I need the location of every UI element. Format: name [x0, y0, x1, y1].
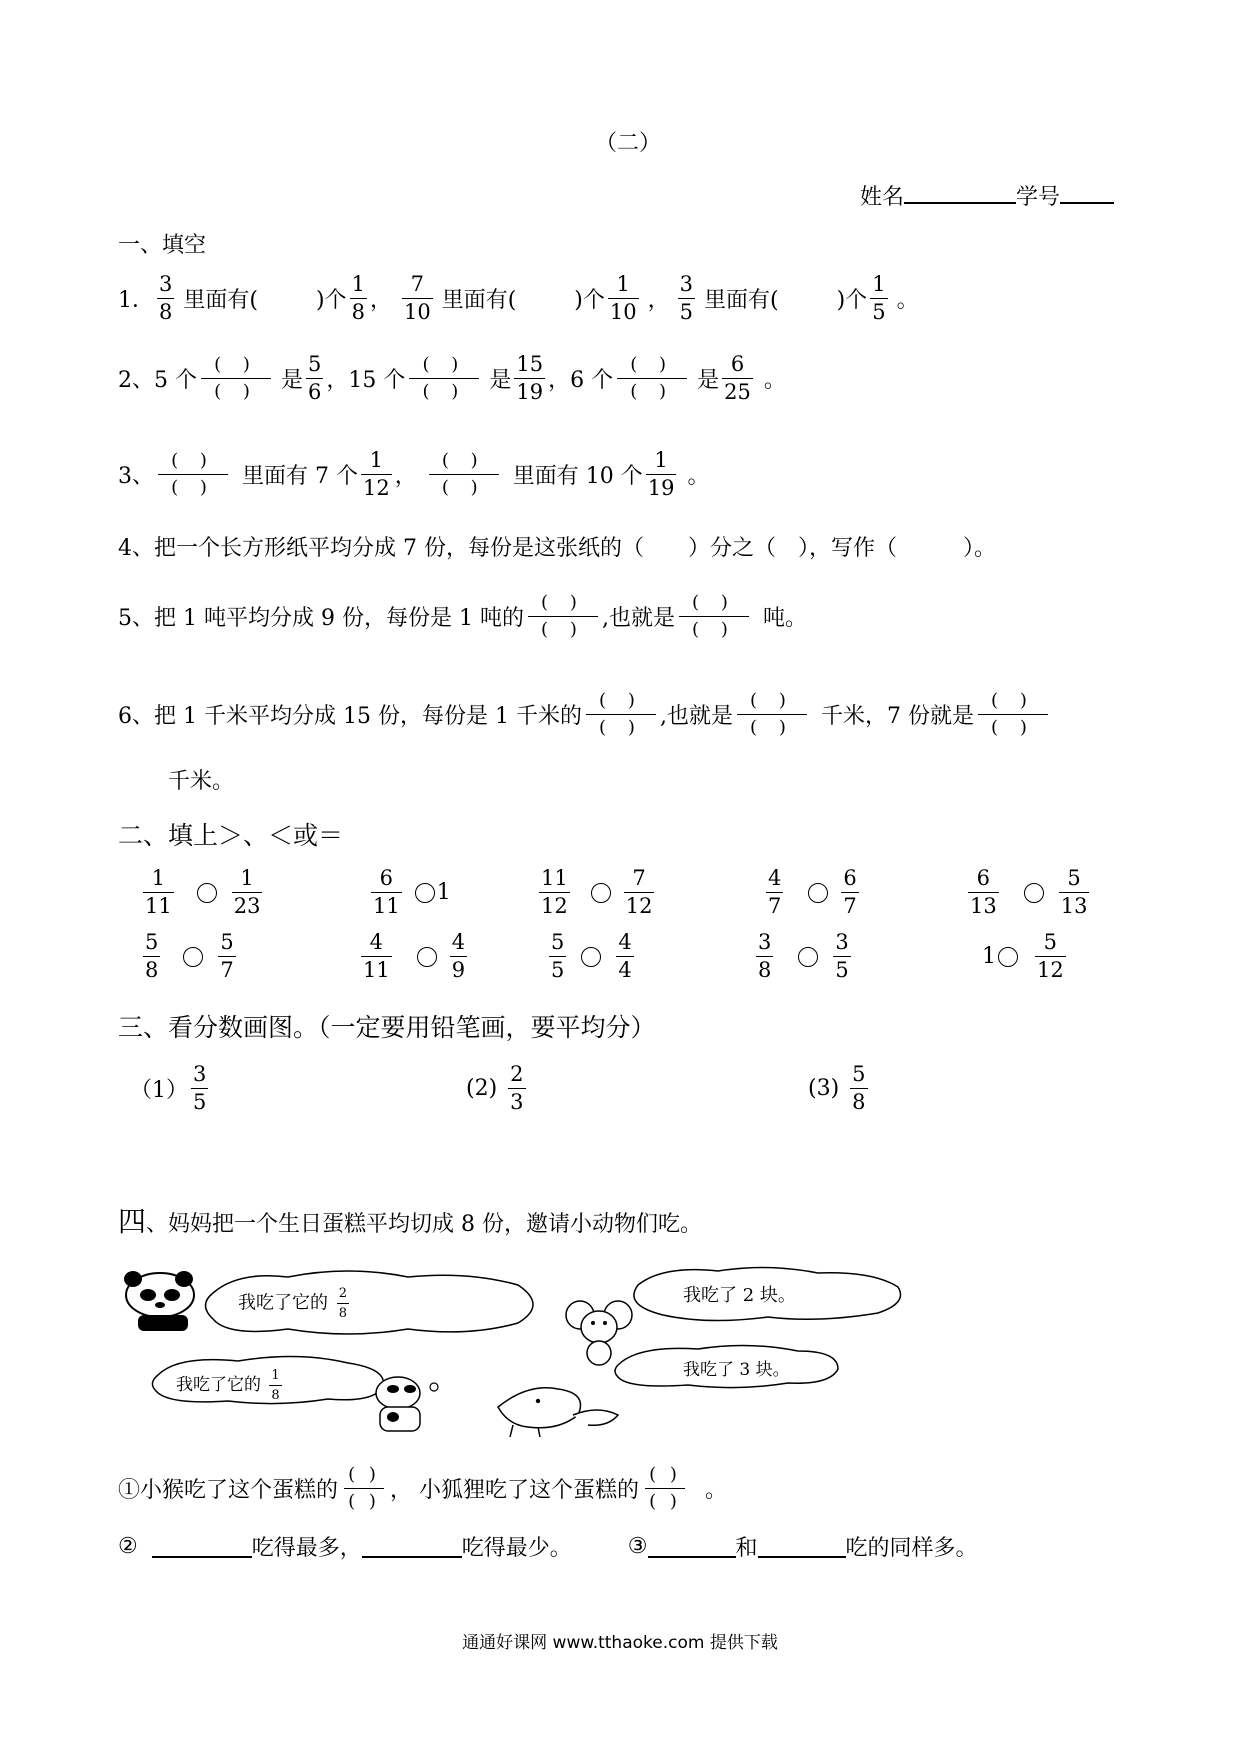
- fraction: $\frac{15}{19}$: [516, 351, 544, 404]
- compare-circle[interactable]: [417, 947, 437, 967]
- id-blank[interactable]: [1060, 180, 1114, 204]
- blank-fraction[interactable]: ( ) ( ): [158, 452, 228, 497]
- question-6: 6、把 1 千米平均分成 15 份，每份是 1 千米的 ( ) ( ) ,也就是 ( ) ( ) 千米，7 份就是 ( ) ( ): [118, 694, 1160, 734]
- answer-blank[interactable]: [362, 1534, 462, 1558]
- question-4: 4、把一个长方形纸平均分成 7 份，每份是这张纸的（ ）分之（ ），写作（ ）。: [118, 535, 996, 561]
- blank-fraction[interactable]: ( ) ( ): [344, 1466, 384, 1511]
- answer-blank[interactable]: [758, 1534, 846, 1558]
- id-label: 学号: [1016, 185, 1061, 210]
- compare-circle[interactable]: [415, 883, 435, 903]
- blank-fraction[interactable]: ( ) ( ): [409, 356, 479, 401]
- compare-circle[interactable]: [808, 883, 828, 903]
- mouse-icon: [566, 1301, 632, 1365]
- q1-number: 1．: [118, 287, 154, 313]
- compare-item: 1 $\frac{5}{12}$: [982, 930, 1064, 982]
- compare-item: $\frac{1}{11}$ $\frac{1}{23}$: [145, 866, 261, 918]
- fraction: $\frac{1}{10}$: [609, 271, 637, 324]
- section1-heading: 一、填空: [118, 233, 207, 258]
- fraction: $\frac{7}{10}$: [403, 271, 431, 324]
- student-info: [860, 180, 1114, 211]
- question-4-2: ② 吃得最多， 吃得最少。 ③ 和 吃的同样多。: [118, 1533, 978, 1561]
- compare-item: $\frac{6}{11}$ 1: [373, 866, 451, 918]
- question-4-1: ①小猴吃了这个蛋糕的 ( ) ( ) ， 小狐狸吃了这个蛋糕的 ( ) ( ) 。: [118, 1463, 728, 1512]
- compare-circle[interactable]: [798, 947, 818, 967]
- compare-item: $\frac{11}{12}$ $\frac{7}{12}$: [541, 866, 653, 918]
- name-blank[interactable]: [904, 180, 1016, 204]
- compare-item: $\frac{5}{5}$ $\frac{4}{4}$: [551, 930, 632, 982]
- compare-circle[interactable]: [591, 883, 611, 903]
- compare-item: $\frac{3}{8}$ $\frac{3}{5}$: [758, 930, 849, 982]
- compare-item: $\frac{6}{13}$ $\frac{5}{13}$: [970, 866, 1088, 918]
- blank-fraction[interactable]: ( ) ( ): [737, 692, 807, 737]
- fraction: $\frac{1}{19}$: [647, 447, 675, 500]
- section2-heading: 二、填上＞、＜或＝: [118, 821, 344, 850]
- draw-item-2: (2) $\frac{2}{3}$: [466, 1062, 524, 1114]
- question-6-unit: 千米。: [168, 769, 235, 794]
- section3-heading: 三、看分数画图。（一定要用铅笔画，要平均分）: [118, 1013, 656, 1042]
- fraction: $\frac{1}{8}$: [351, 271, 365, 324]
- page-title: （二）: [595, 131, 662, 156]
- blank-fraction[interactable]: ( ) ( ): [201, 356, 271, 401]
- cow-speech: 我吃了它的 $\frac{1}{8}$: [176, 1368, 280, 1403]
- fraction: $\frac{6}{25}$: [724, 351, 751, 404]
- fraction: $\frac{1}{5}$: [872, 271, 886, 324]
- blank-fraction[interactable]: ( ) ( ): [429, 452, 499, 497]
- fraction: $\frac{3}{5}$: [679, 271, 693, 324]
- blank-fraction[interactable]: ( ) ( ): [679, 594, 749, 639]
- fraction: $\frac{3}{8}$: [159, 271, 173, 324]
- blank-fraction[interactable]: ( ) ( ): [978, 692, 1048, 737]
- compare-circle[interactable]: [197, 883, 217, 903]
- question-3: 3、 ( ) ( ) 里面有 7 个 $\frac{1}{12}$ ， ( ) ( ) 里面有 10 个 $\frac{1}{19}$ 。: [118, 447, 710, 500]
- panda-speech: 我吃了它的 $\frac{2}{8}$: [238, 1286, 348, 1321]
- footer-credit: 通通好课网 www.tthaoke.com 提供下载: [462, 1633, 778, 1653]
- compare-circle[interactable]: [998, 947, 1018, 967]
- compare-item: $\frac{4}{11}$ $\frac{4}{9}$: [363, 930, 466, 982]
- question-2: 2、5 个 ( ) ( ) 是 $\frac{5}{6}$ ，15 个 ( ) ( ) 是 $\frac{15}{19}$ ，6 个 ( ) ( ) 是 $\frac{6}{25}$ 。: [118, 351, 786, 404]
- panda-icon: [124, 1271, 194, 1331]
- animals-illustration: [118, 1265, 938, 1440]
- answer-blank[interactable]: [648, 1534, 736, 1558]
- question-5: 5、把 1 吨平均分成 9 份，每份是 1 吨的 ( ) ( ) ,也就是 ( ) ( ) 吨。: [118, 591, 807, 640]
- draw-item-3: (3) $\frac{5}{8}$: [808, 1062, 866, 1114]
- name-label: 姓名: [860, 185, 905, 210]
- fraction: $\frac{1}{12}$: [362, 447, 390, 500]
- question-1: 1． $\frac{3}{8}$ 里面有( )个 $\frac{1}{8}$ ， $\frac{7}{10}$ 里面有( )个 $\frac{1}{10}$ ， $\frac{3}{5}$ 里面有( )个 $\frac{1}{5}$ 。: [118, 271, 919, 324]
- answer-blank[interactable]: [152, 1534, 252, 1558]
- fox-speech: 我吃了 3 块。: [683, 1360, 790, 1380]
- blank-fraction[interactable]: ( ) ( ): [586, 692, 656, 737]
- fraction: $\frac{5}{6}$: [308, 351, 322, 404]
- mouse-speech: 我吃了 2 块。: [683, 1285, 796, 1306]
- blank-fraction[interactable]: ( ) ( ): [617, 356, 687, 401]
- compare-circle[interactable]: [581, 947, 601, 967]
- fox-icon: [498, 1388, 618, 1437]
- compare-circle[interactable]: [1024, 883, 1044, 903]
- compare-item: $\frac{5}{8}$ $\frac{5}{7}$: [145, 930, 234, 982]
- blank-fraction[interactable]: ( ) ( ): [528, 594, 598, 639]
- draw-item-1: （1） $\frac{3}{5}$: [130, 1062, 207, 1114]
- compare-item: $\frac{4}{7}$ $\frac{6}{7}$: [768, 866, 857, 918]
- section4-heading: 四、妈妈把一个生日蛋糕平均切成 8 份，邀请小动物们吃。: [118, 1205, 703, 1238]
- compare-circle[interactable]: [183, 947, 203, 967]
- cow-icon: [376, 1377, 438, 1431]
- blank-fraction[interactable]: ( ) ( ): [645, 1466, 685, 1511]
